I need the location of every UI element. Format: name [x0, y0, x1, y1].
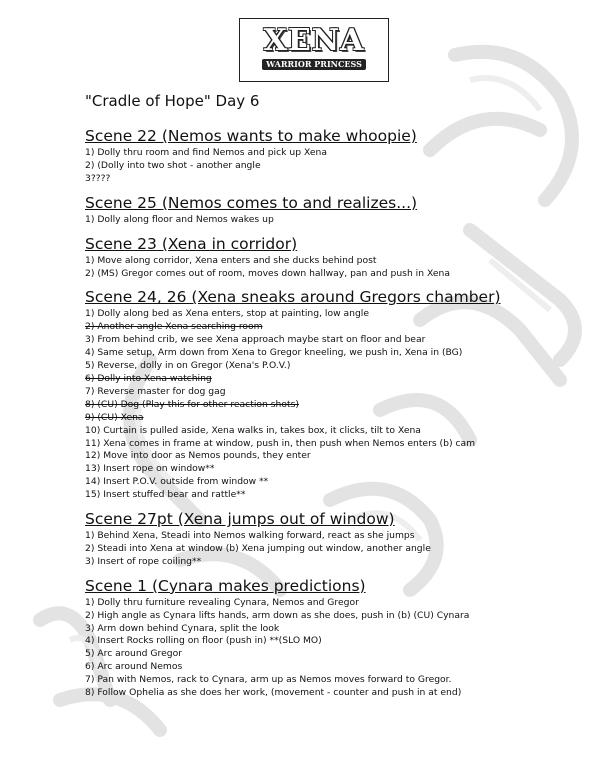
xena-logo	[239, 18, 389, 82]
shot-line: 1) Behind Xena, Steadi into Nemos walking forward, react as she jumps	[85, 530, 415, 542]
shot-line: 9) (CU) Xena	[85, 411, 144, 423]
shot-line: 7) Pan with Nemos, rack to Cynara, arm up as Nemos moves forward to Gregor.	[85, 674, 452, 686]
shot-line: 4) Same setup, Arm down from Xena to Gregor kneeling, we push in, Xena in (BG)	[85, 347, 463, 359]
shot-line: 5) Arc around Gregor	[85, 648, 182, 660]
shot-line: 4) Insert Rocks rolling on floor (push in) **(SLO MO)	[85, 635, 322, 647]
shot-line: 1) Dolly thru furniture revealing Cynara, Nemos and Gregor	[85, 596, 359, 608]
scene-block	[85, 194, 595, 227]
shot-line: 7) Reverse master for dog gag	[85, 385, 226, 397]
scene-title: Scene 27pt (Xena jumps out of window)	[85, 510, 395, 529]
shot-line: 2) High angle as Cynara lifts hands, arm down as she does, push in (b) (CU) Cynara	[85, 609, 470, 621]
scene-block	[85, 510, 595, 569]
shot-line: 14) Insert P.O.V. outside from window **	[85, 476, 269, 488]
shot-list	[85, 92, 595, 708]
shot-line: 15) Insert stuffed bear and rattle**	[85, 489, 246, 501]
shot-line: 6) Arc around Nemos	[85, 661, 183, 673]
shot-line: 1) Dolly thru room and find Nemos and pick up Xena	[85, 147, 327, 158]
shot-line: 3) From behind crib, we see Xena approach maybe start on floor and bear	[85, 334, 426, 346]
shot-line: 2) (MS) Gregor comes out of room, moves down hallway, pan and push in Xena	[85, 267, 450, 279]
shot-line: 13) Insert rope on window**	[85, 463, 215, 475]
shot-line: 2) Another angle Xena searching room	[85, 321, 263, 333]
scene-block	[85, 577, 595, 700]
shot-line: 5) Reverse, dolly in on Gregor (Xena's P.O.V.)	[85, 360, 291, 372]
scene-list	[85, 127, 595, 700]
scene-block	[85, 235, 595, 281]
shot-line: 11) Xena comes in frame at window, push in, then push when Nemos enters (b) cam	[85, 437, 476, 449]
shot-line: 1) Dolly along bed as Xena enters, stop at painting, low angle	[85, 308, 370, 320]
scene-title: Scene 24, 26 (Xena sneaks around Gregors chamber)	[85, 288, 501, 307]
scene-title: Scene 22 (Nemos wants to make whoopie)	[85, 127, 417, 145]
shot-line: 3) Insert of rope coiling**	[85, 555, 202, 567]
shot-line: 3????	[85, 172, 111, 184]
shot-line: 8) (CU) Dog (Play this for other reaction shots)	[85, 398, 299, 410]
shot-line: 2) (Dolly into two shot - another angle	[85, 159, 261, 171]
logo-title: XENA	[263, 23, 365, 58]
shot-line: 3) Arm down behind Cynara, split the look	[85, 622, 280, 634]
shot-line: 1) Move along corridor, Xena enters and she ducks behind post	[85, 254, 377, 266]
scene-block	[85, 288, 595, 502]
shot-line: 8) Follow Ophelia as she does her work, (movement - counter and push in at end)	[85, 687, 462, 699]
shot-line: 10) Curtain is pulled aside, Xena walks in, takes box, it clicks, tilt to Xena	[85, 424, 421, 436]
logo-subtitle: WARRIOR PRINCESS	[262, 59, 366, 70]
shot-line: 2) Steadi into Xena at window (b) Xena jumping out window, another angle	[85, 542, 431, 554]
shot-line: 1) Dolly along floor and Nemos wakes up	[85, 213, 274, 225]
shot-line: 6) Dolly into Xena watching	[85, 372, 212, 384]
scene-title: Scene 1 (Cynara makes predictions)	[85, 576, 366, 595]
scene-title: Scene 25 (Nemos comes to and realizes...)	[85, 193, 418, 212]
scene-title: Scene 23 (Xena in corridor)	[85, 234, 298, 253]
scene-block	[85, 127, 595, 186]
shot-line: 12) Move into door as Nemos pounds, they enter	[85, 450, 311, 462]
episode-title: "Cradle of Hope" Day 6	[85, 92, 260, 110]
